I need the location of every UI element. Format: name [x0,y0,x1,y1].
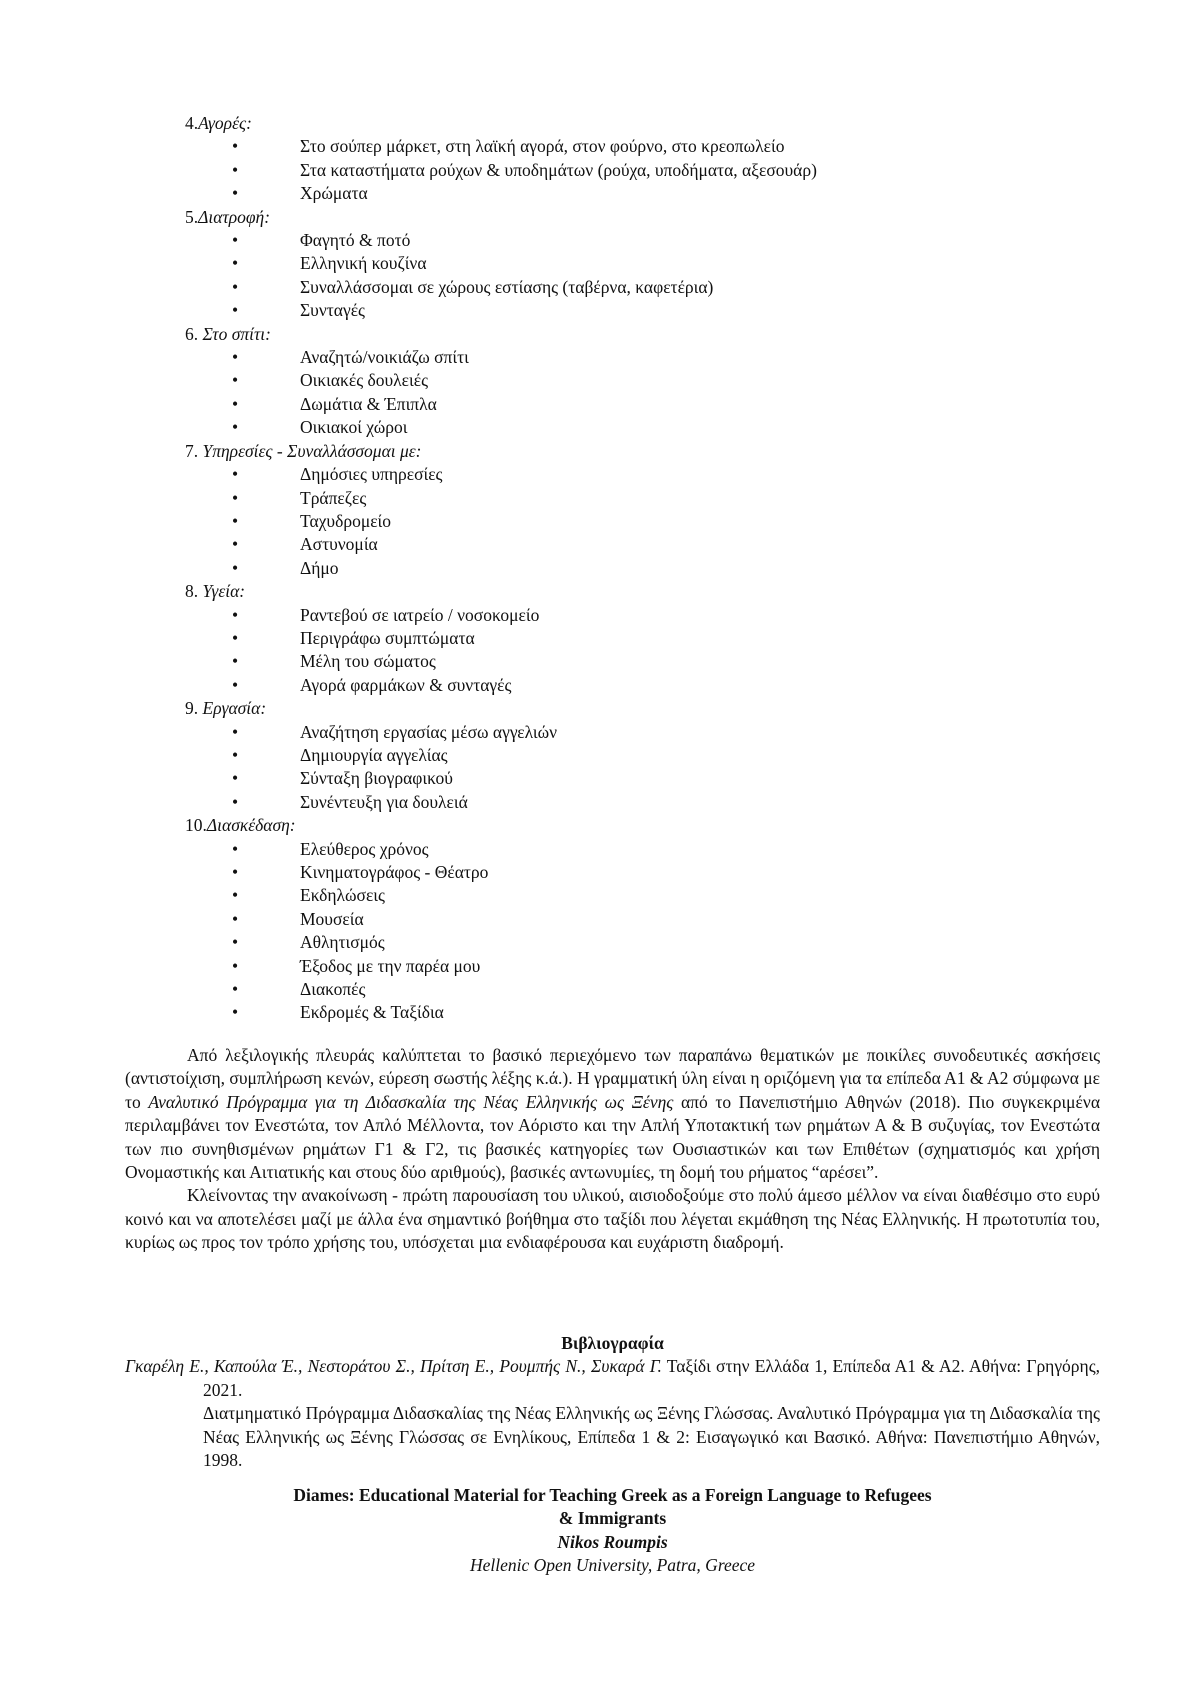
bullet-icon: • [232,182,238,205]
section-heading [185,580,1085,603]
bullet-icon: • [232,487,238,510]
list-item-text: Δήμο [300,558,339,578]
english-title: Diames: Educational Material for Teaching Greek as a Foreign Language to Refugees [125,1484,1100,1507]
bullet-icon: • [232,135,238,158]
list-item-text: Αναζητώ/νοικιάζω σπίτι [300,347,469,367]
list-item-text: Αστυνομία [300,534,378,554]
list-item [185,791,1085,814]
english-title-cont: & Immigrants [125,1507,1100,1530]
list-item [185,744,1085,767]
section-number: 4. [185,113,198,133]
list-item-text: Ταχυδρομείο [300,511,391,531]
list-item-text: Οικιακές δουλειές [300,370,428,390]
section-heading [185,323,1085,346]
list-item-text: Κινηματογράφος - Θέατρο [300,862,488,882]
list-item [185,487,1085,510]
bullet-icon: • [232,908,238,931]
list-item-text: Στο σούπερ μάρκετ, στη λαϊκή αγορά, στον φούρνο, στο κρεοπωλείο [300,136,784,156]
reference-details: Ταξίδι στην Ελλάδα 1, Επίπεδα Α1 & Α2. Αθήνα: Γρηγόρης, 2021. [203,1356,1100,1399]
section-heading [185,206,1085,229]
curriculum-title: Αναλυτικό Πρόγραμμα για τη Διδασκαλία της Νέας Ελληνικής ως Ξένης [148,1092,673,1112]
section-heading [185,440,1085,463]
list-item-text: Συνταγές [300,300,365,320]
list-item [185,908,1085,931]
section-title: Εργασία: [203,698,267,718]
list-item [185,650,1085,673]
section-title: Αγορές: [198,113,252,133]
list-item [185,135,1085,158]
list-item [185,369,1085,392]
bullet-icon: • [232,393,238,416]
bullet-icon: • [232,650,238,673]
list-item [185,955,1085,978]
section-number: 6. [185,324,203,344]
section-heading [185,112,1085,135]
bullet-icon: • [232,416,238,439]
paragraph-vocabulary-grammar [125,1044,1100,1184]
bullet-icon: • [232,627,238,650]
bibliography-section [125,1332,1100,1472]
bullet-icon: • [232,674,238,697]
list-item-text: Στα καταστήματα ρούχων & υποδημάτων (ρούχα, υποδήματα, αξεσουάρ) [300,160,817,180]
list-item-text: Εκδρομές & Ταξίδια [300,1002,444,1022]
list-item [185,604,1085,627]
reference-authors: Γκαρέλη Ε., Καπούλα Έ., Νεστοράτου Σ., Πρίτση Ε., Ρουμπής Ν., Συκαρά Γ. [125,1356,662,1376]
list-item [185,463,1085,486]
list-item [185,510,1085,533]
list-item-text: Φαγητό & ποτό [300,230,410,250]
bullet-icon: • [232,955,238,978]
bibliography-heading: Βιβλιογραφία [125,1332,1100,1355]
list-item [185,674,1085,697]
bullet-icon: • [232,252,238,275]
section-number: 10. [185,815,207,835]
list-item-text: Δημόσιες υπηρεσίες [300,464,443,484]
list-item [185,159,1085,182]
list-item [185,229,1085,252]
list-item-text: Δωμάτια & Έπιπλα [300,394,437,414]
author-name: Nikos Roumpis [125,1531,1100,1554]
list-item-text: Αθλητισμός [300,932,385,952]
section-title: Διασκέδαση: [207,815,296,835]
list-item [185,252,1085,275]
bullet-icon: • [232,931,238,954]
section-title: Υπηρεσίες - Συναλλάσσομαι με: [203,441,422,461]
list-item [185,276,1085,299]
list-item-text: Διακοπές [300,979,365,999]
list-item-text: Συναλλάσσομαι σε χώρους εστίασης (ταβέρνα, καφετέρια) [300,277,713,297]
bullet-icon: • [232,884,238,907]
thematic-units-list [185,112,1085,1025]
list-item-text: Αγορά φαρμάκων & συνταγές [300,675,511,695]
list-item [185,346,1085,369]
bullet-icon: • [232,229,238,252]
paragraph-text: Από λεξιλογικής πλευράς καλύπτεται το βασικό περιεχόμενο των παραπάνω θεματικών με ποικίλες συνοδευτικές ασκήσεις (αντιστοίχιση, συμπλήρωση κενών, εύρεση σωστής λέξης κ.ά.). Η γραμματική ύλη είναι η οριζόμενη για τα επίπεδα Α1 & Α2 σύμφωνα με το [125,1045,1100,1112]
bullet-icon: • [232,1001,238,1024]
section-title: Υγεία: [203,581,246,601]
reference-1 [125,1355,1100,1402]
bullet-icon: • [232,604,238,627]
section-number: 7. [185,441,203,461]
list-item-text: Ραντεβού σε ιατρείο / νοσοκομείο [300,605,539,625]
list-item [185,721,1085,744]
list-item [185,861,1085,884]
author-affiliation: Hellenic Open University, Patra, Greece [125,1554,1100,1577]
list-item [185,627,1085,650]
bullet-icon: • [232,861,238,884]
bullet-icon: • [232,557,238,580]
bullet-icon: • [232,721,238,744]
section-number: 8. [185,581,203,601]
section-heading [185,697,1085,720]
section-number: 5. [185,207,198,227]
bullet-icon: • [232,978,238,1001]
list-item [185,978,1085,1001]
bullet-icon: • [232,767,238,790]
list-item-text: Ελεύθερος χρόνος [300,839,429,859]
english-title-block [125,1484,1100,1578]
bullet-icon: • [232,159,238,182]
list-item [185,393,1085,416]
list-item-text: Εκδηλώσεις [300,885,385,905]
list-item [185,1001,1085,1024]
list-item [185,767,1085,790]
list-item [185,557,1085,580]
bullet-icon: • [232,299,238,322]
section-title: Στο σπίτι: [203,324,271,344]
list-item-text: Σύνταξη βιογραφικού [300,768,453,788]
list-item [185,884,1085,907]
list-item-text: Μουσεία [300,909,364,929]
list-item [185,299,1085,322]
bullet-icon: • [232,744,238,767]
list-item-text: Οικιακοί χώροι [300,417,407,437]
list-item [185,533,1085,556]
list-item [185,838,1085,861]
bullet-icon: • [232,533,238,556]
list-item-text: Τράπεζες [300,488,366,508]
reference-2: Διατμηματικό Πρόγραμμα Διδασκαλίας της Νέας Ελληνικής ως Ξένης Γλώσσας. Αναλυτικό Πρόγραμμα για τη Διδασκαλία της Νέας Ελληνικής ως Ξένης Γλώσσας σε Ενηλίκους, Επίπεδα 1 & 2: Εισαγωγικό και Βασικό. Αθήνα: Πανεπιστήμιο Αθηνών, 1998. [125,1402,1100,1472]
paragraph-closing: Κλείνοντας την ανακοίνωση - πρώτη παρουσίαση του υλικού, αισιοδοξούμε στο πολύ άμεσο μέλλον να είναι διαθέσιμο στο ευρύ κοινό και να αποτελέσει μαζί με άλλα ένα σημαντικό βοήθημα στο ταξίδι που λέγεται εκμάθηση της Νέας Ελληνικής. Η πρωτοτυπία του, κυρίως ως προς τον τρόπο χρήσης του, υπόσχεται μια ενδιαφέρουσα και ευχάριστη διαδρομή. [125,1184,1100,1254]
bullet-icon: • [232,346,238,369]
bullet-icon: • [232,463,238,486]
list-item-text: Μέλη του σώματος [300,651,436,671]
body-text [125,1044,1100,1255]
bullet-icon: • [232,838,238,861]
bullet-icon: • [232,510,238,533]
list-item-text: Περιγράφω συμπτώματα [300,628,475,648]
bullet-icon: • [232,276,238,299]
list-item-text: Δημιουργία αγγελίας [300,745,448,765]
section-title: Διατροφή: [198,207,270,227]
bullet-icon: • [232,791,238,814]
list-item-text: Αναζήτηση εργασίας μέσω αγγελιών [300,722,557,742]
list-item-text: Έξοδος με την παρέα μου [300,956,480,976]
list-item [185,416,1085,439]
section-heading [185,814,1085,837]
section-number: 9. [185,698,203,718]
list-item [185,182,1085,205]
list-item-text: Χρώματα [300,183,368,203]
list-item-text: Συνέντευξη για δουλειά [300,792,468,812]
list-item-text: Ελληνική κουζίνα [300,253,427,273]
list-item [185,931,1085,954]
bullet-icon: • [232,369,238,392]
paragraph-text: από το Πανεπιστήμιο Αθηνών (2018). Πιο συγκεκριμένα περιλαμβάνει τον Ενεστώτα, τον Απλό Μέλλοντα, τον Αόριστο και την Απλή Υποτακτική των ρημάτων Α & Β συζυγίας, τον Ενεστώτα των πιο συνηθισμένων ρημάτων Γ1 & Γ2, τις βασικές κατηγορίες των Ουσιαστικών και των Επιθέτων (σχηματισμός και χρήση Ονομαστικής και Αιτιατικής και στους δύο αριθμούς), βασικές αντωνυμίες, τη δομή του ρήματος “αρέσει”. [125,1092,1100,1182]
